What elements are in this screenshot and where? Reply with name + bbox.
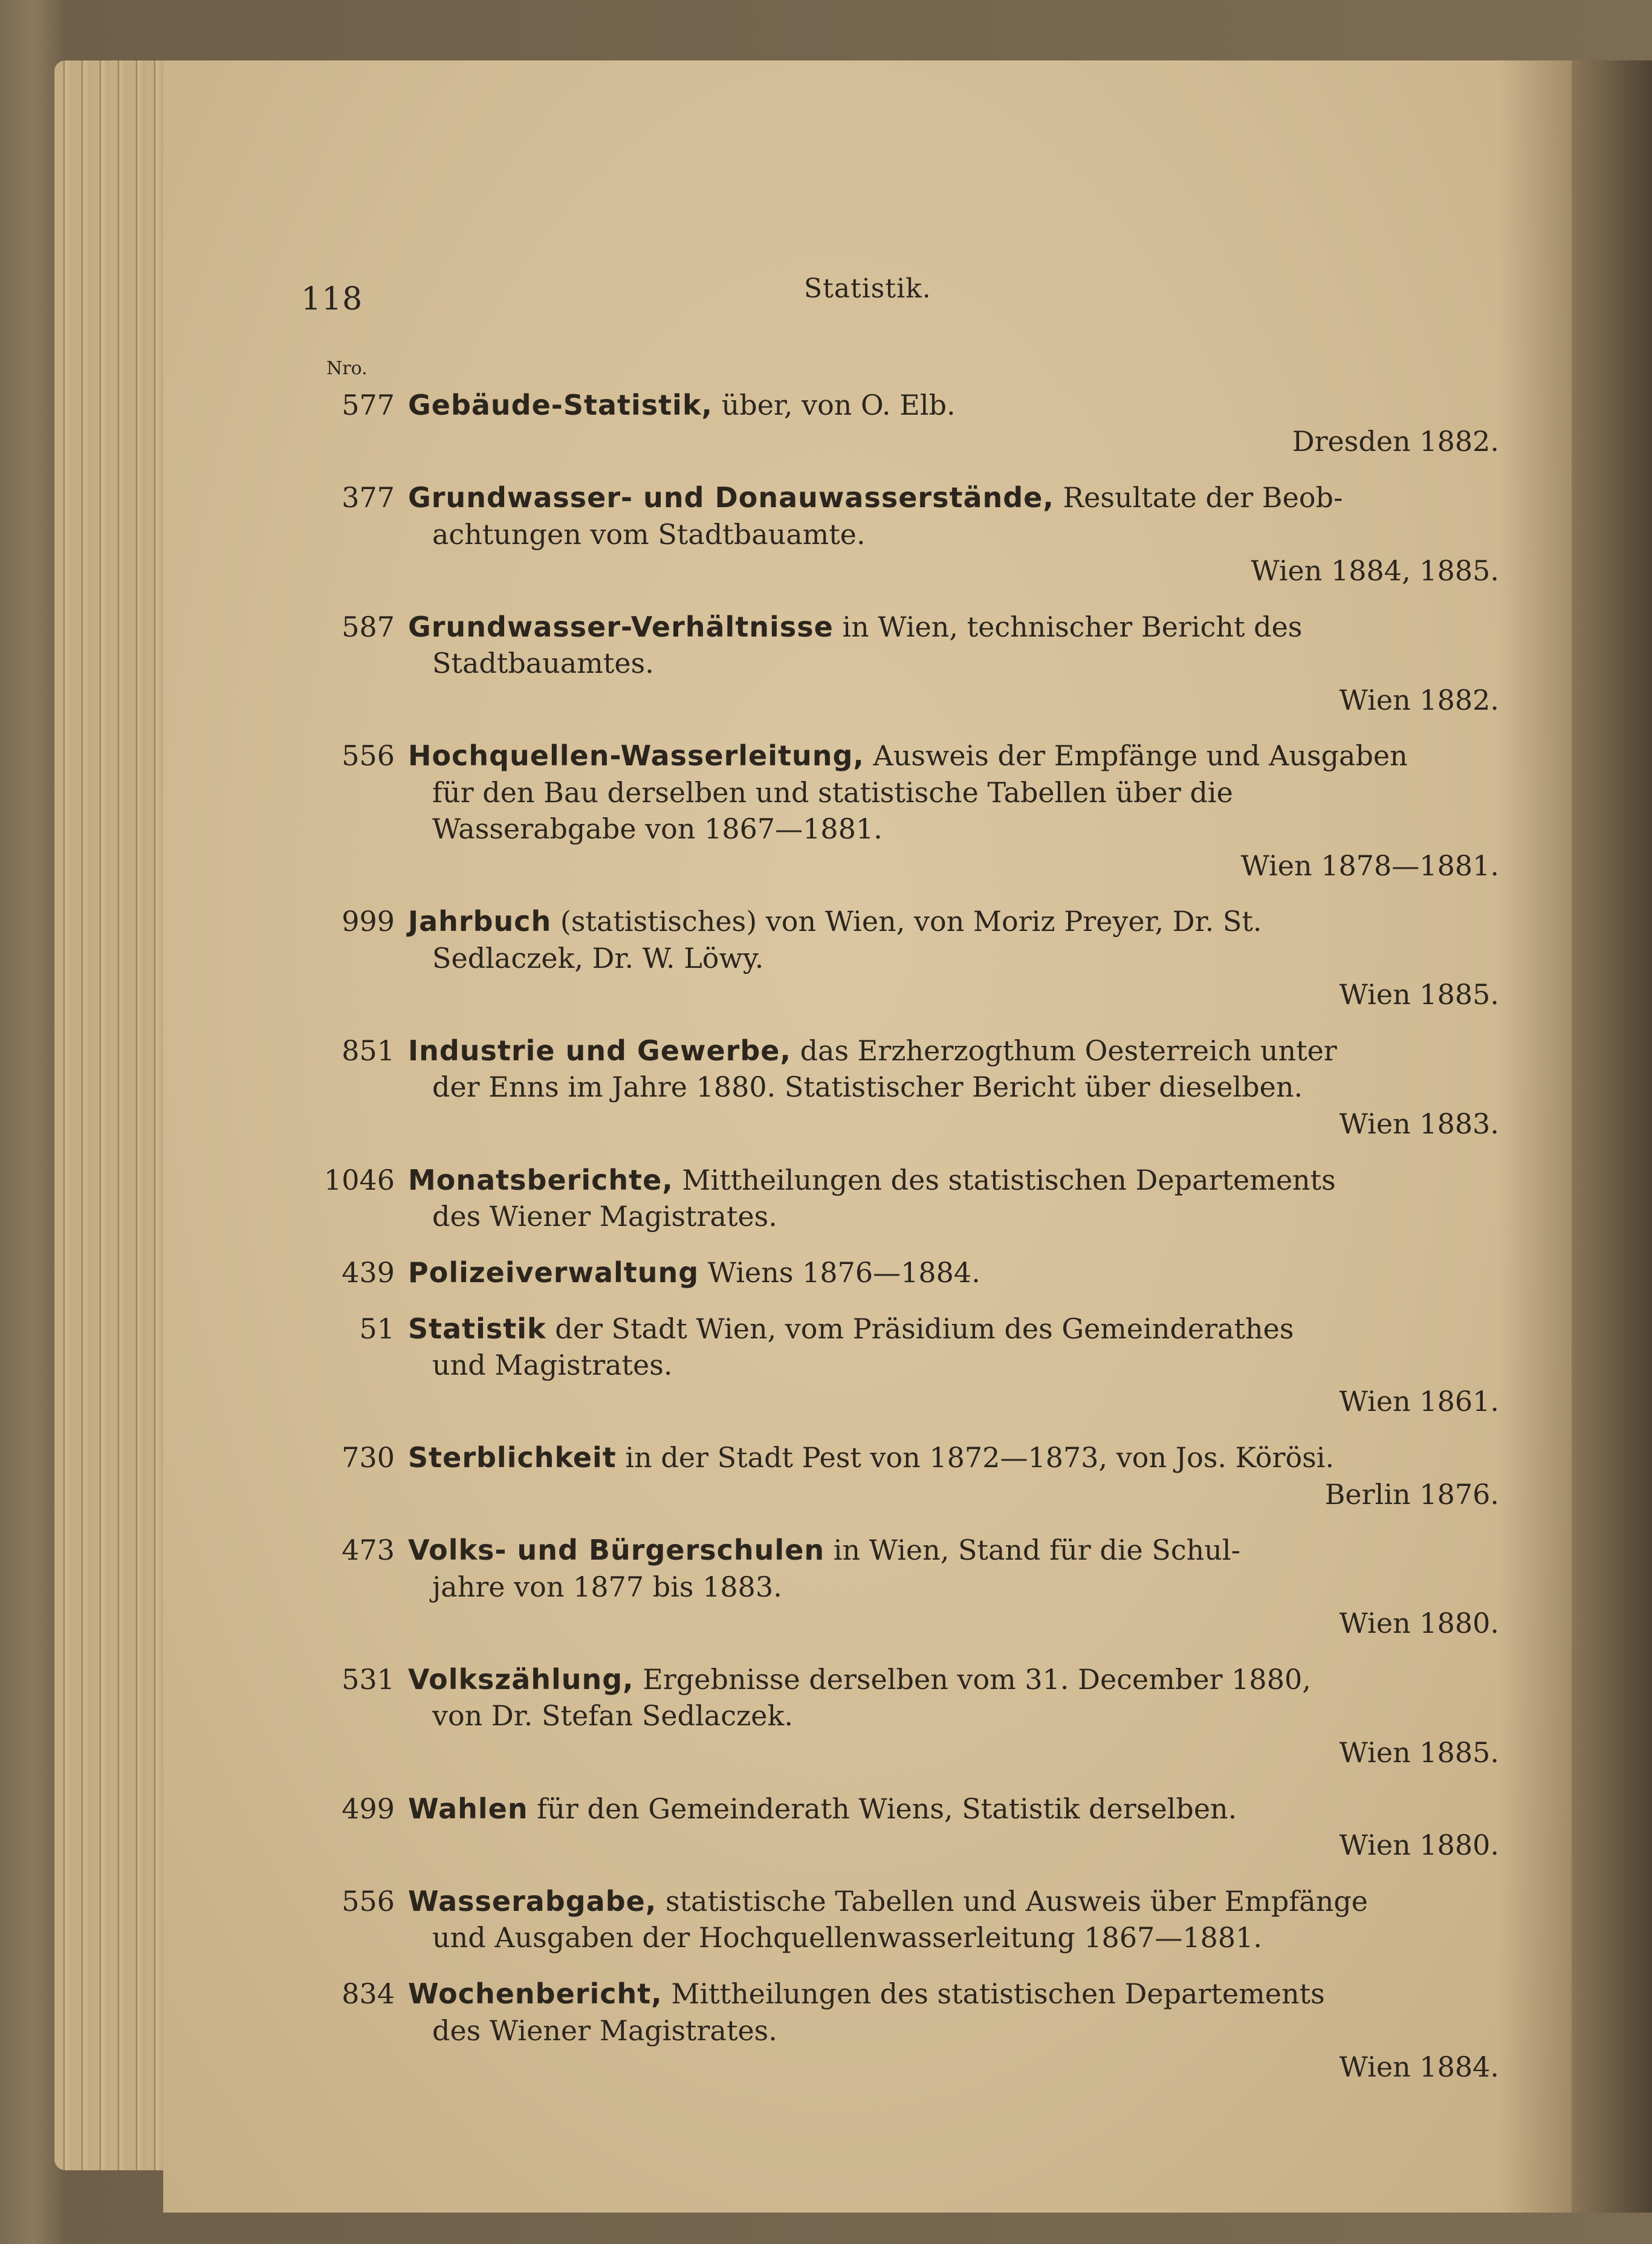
entry-number: 531 bbox=[342, 1663, 395, 1696]
entry-first-line bbox=[408, 738, 1499, 774]
entry-publication: Wien 1880. bbox=[1339, 1829, 1499, 1862]
entry-description: in Wien, technischer Bericht des bbox=[833, 610, 1303, 643]
entry-description: statistische Tabellen und Ausweis über Empfänge bbox=[656, 1884, 1369, 1918]
entry-title: Gebäude-Statistik, bbox=[408, 389, 713, 421]
entry-first-line bbox=[408, 1033, 1499, 1069]
entry-continuation-line: Stadtbauamtes. bbox=[432, 647, 654, 680]
entry-continuation-line: für den Bau derselben und statistische Tabellen über die bbox=[432, 776, 1233, 809]
entry-description: über, von O. Elb. bbox=[713, 389, 956, 421]
entry-publication: Wien 1885. bbox=[1339, 1736, 1499, 1769]
running-head: Statistik. bbox=[804, 273, 931, 304]
entry-description: Resultate der Beob- bbox=[1054, 481, 1343, 514]
entry-body bbox=[408, 609, 1499, 718]
entry-publication: Wien 1878—1881. bbox=[1240, 849, 1499, 882]
entry-title: Industrie und Gewerbe, bbox=[408, 1034, 791, 1068]
bibliography-entry bbox=[314, 1532, 1499, 1641]
entry-continuation-line: der Enns im Jahre 1880. Statistischer Bericht über dieselben. bbox=[432, 1071, 1303, 1104]
entry-first-line bbox=[408, 609, 1499, 645]
page-number: 118 bbox=[301, 281, 363, 317]
entry-title: Volkszählung, bbox=[408, 1663, 634, 1696]
entry-first-line bbox=[408, 1532, 1499, 1568]
entry-body bbox=[408, 387, 1499, 460]
entry-publication: Wien 1885. bbox=[1339, 978, 1499, 1011]
entry-first-line bbox=[408, 479, 1499, 516]
entry-body bbox=[408, 1532, 1499, 1641]
bibliography-entry bbox=[314, 903, 1499, 1013]
page-block-edge bbox=[54, 60, 175, 2170]
entry-continuation-line: Wasserabgabe von 1867—1881. bbox=[432, 812, 883, 846]
entry-number: 51 bbox=[359, 1312, 395, 1345]
entry-body bbox=[408, 1311, 1499, 1420]
bibliography-entry bbox=[314, 1791, 1499, 1864]
entry-number: 730 bbox=[342, 1441, 395, 1474]
entry-title: Monatsberichte, bbox=[408, 1163, 673, 1196]
entry-first-line bbox=[408, 1439, 1499, 1476]
entry-description: der Stadt Wien, vom Präsidium des Gemeinderathes bbox=[546, 1312, 1294, 1345]
entry-publication: Berlin 1876. bbox=[1324, 1477, 1499, 1511]
bibliography-entry bbox=[314, 738, 1499, 884]
entry-description: Ergebnisse derselben vom 31. December 1880, bbox=[633, 1663, 1311, 1696]
entry-title: Polizeiverwaltung bbox=[408, 1256, 699, 1289]
entry-body bbox=[408, 1976, 1499, 2085]
entry-first-line bbox=[408, 1311, 1499, 1347]
entry-continuation-line: von Dr. Stefan Sedlaczek. bbox=[432, 1699, 793, 1733]
entry-continuation-line: Sedlaczek, Dr. W. Löwy. bbox=[432, 941, 764, 974]
entry-title: Wasserabgabe, bbox=[408, 1884, 657, 1918]
bibliography-entry bbox=[314, 1311, 1499, 1420]
entry-body bbox=[408, 1883, 1499, 1956]
entry-title: Wahlen bbox=[408, 1792, 528, 1825]
entry-first-line bbox=[408, 1976, 1499, 2012]
entry-first-line bbox=[408, 1661, 1499, 1698]
entry-description: (statistisches) von Wien, von Moriz Preyer, Dr. St. bbox=[551, 905, 1262, 938]
bibliography-list bbox=[314, 387, 1499, 2105]
entry-continuation-line: und Ausgaben der Hochquellenwasserleitung 1867—1881. bbox=[432, 1921, 1263, 1954]
entry-publication: Dresden 1882. bbox=[1292, 425, 1499, 458]
entry-title: Statistik bbox=[408, 1312, 546, 1345]
entry-description: für den Gemeinderath Wiens, Statistik derselben. bbox=[528, 1792, 1237, 1825]
bibliography-entry bbox=[314, 1976, 1499, 2085]
nro-column-label: Nro. bbox=[326, 358, 368, 379]
entry-description: Wiens 1876—1884. bbox=[699, 1256, 980, 1289]
entry-continuation-line: des Wiener Magistrates. bbox=[432, 2014, 777, 2047]
entry-first-line bbox=[408, 1791, 1499, 1827]
entry-number: 851 bbox=[342, 1034, 395, 1068]
entry-body bbox=[408, 1162, 1499, 1235]
entry-body bbox=[408, 903, 1499, 1013]
bibliography-entry bbox=[314, 609, 1499, 718]
entry-description: in Wien, Stand für die Schul- bbox=[824, 1534, 1241, 1567]
entry-title: Wochenbericht, bbox=[408, 1977, 662, 2011]
bibliography-entry bbox=[314, 1033, 1499, 1142]
entry-number: 556 bbox=[342, 739, 395, 773]
entry-number: 556 bbox=[342, 1884, 395, 1918]
entry-number: 1046 bbox=[323, 1163, 395, 1196]
entry-description: das Erzherzogthum Oesterreich unter bbox=[791, 1034, 1337, 1068]
entry-first-line bbox=[408, 903, 1499, 939]
entry-number: 999 bbox=[342, 905, 395, 938]
entry-first-line bbox=[408, 1883, 1499, 1919]
entry-publication: Wien 1882. bbox=[1339, 683, 1499, 716]
entry-publication: Wien 1861. bbox=[1339, 1385, 1499, 1418]
entry-title: Sterblichkeit bbox=[408, 1441, 617, 1474]
entry-publication: Wien 1884, 1885. bbox=[1251, 554, 1499, 588]
entry-publication: Wien 1883. bbox=[1339, 1107, 1499, 1140]
bibliography-entry bbox=[314, 1254, 1499, 1291]
entry-number: 587 bbox=[342, 610, 395, 643]
bibliography-entry bbox=[314, 1439, 1499, 1513]
entry-body bbox=[408, 1661, 1499, 1771]
entry-publication: Wien 1884. bbox=[1339, 2050, 1499, 2083]
entry-number: 834 bbox=[342, 1977, 395, 2011]
entry-body bbox=[408, 1033, 1499, 1142]
entry-number: 473 bbox=[342, 1534, 395, 1567]
entry-number: 377 bbox=[342, 481, 395, 514]
entry-title: Hochquellen-Wasserleitung, bbox=[408, 739, 864, 773]
entry-number: 577 bbox=[342, 389, 395, 421]
page-gutter-shadow bbox=[1499, 60, 1572, 2213]
entry-description: Ausweis der Empfänge und Ausgaben bbox=[864, 739, 1408, 773]
book-page bbox=[163, 60, 1572, 2213]
entry-number: 499 bbox=[342, 1792, 395, 1825]
entry-title: Volks- und Bürgerschulen bbox=[408, 1534, 825, 1567]
right-page-shadow bbox=[1572, 60, 1652, 2213]
entry-body bbox=[408, 479, 1499, 589]
entry-first-line bbox=[408, 387, 1499, 423]
entry-body bbox=[408, 1254, 1499, 1291]
entry-body bbox=[408, 1439, 1499, 1513]
entry-continuation-line: achtungen vom Stadtbauamte. bbox=[432, 517, 866, 551]
entry-description: Mittheilungen des statistischen Departements bbox=[673, 1163, 1336, 1196]
entry-continuation-line: des Wiener Magistrates. bbox=[432, 1200, 777, 1233]
bibliography-entry bbox=[314, 387, 1499, 460]
entry-continuation-line: und Magistrates. bbox=[432, 1349, 673, 1382]
entry-description: Mittheilungen des statistischen Departements bbox=[662, 1977, 1325, 2011]
entry-body bbox=[408, 738, 1499, 884]
entry-publication: Wien 1880. bbox=[1339, 1607, 1499, 1640]
bibliography-entry bbox=[314, 1162, 1499, 1235]
entry-description: in der Stadt Pest von 1872—1873, von Jos. Körösi. bbox=[616, 1441, 1335, 1474]
entry-first-line bbox=[408, 1254, 1499, 1291]
entry-first-line bbox=[408, 1162, 1499, 1198]
bibliography-entry bbox=[314, 1661, 1499, 1771]
entry-title: Grundwasser- und Donauwasserstände, bbox=[408, 481, 1054, 514]
entry-body bbox=[408, 1791, 1499, 1864]
entry-number: 439 bbox=[342, 1256, 395, 1289]
entry-title: Grundwasser-Verhältnisse bbox=[408, 610, 834, 643]
entry-title: Jahrbuch bbox=[408, 905, 552, 938]
bibliography-entry bbox=[314, 1883, 1499, 1956]
entry-continuation-line: jahre von 1877 bis 1883. bbox=[432, 1570, 782, 1603]
bibliography-entry bbox=[314, 479, 1499, 589]
